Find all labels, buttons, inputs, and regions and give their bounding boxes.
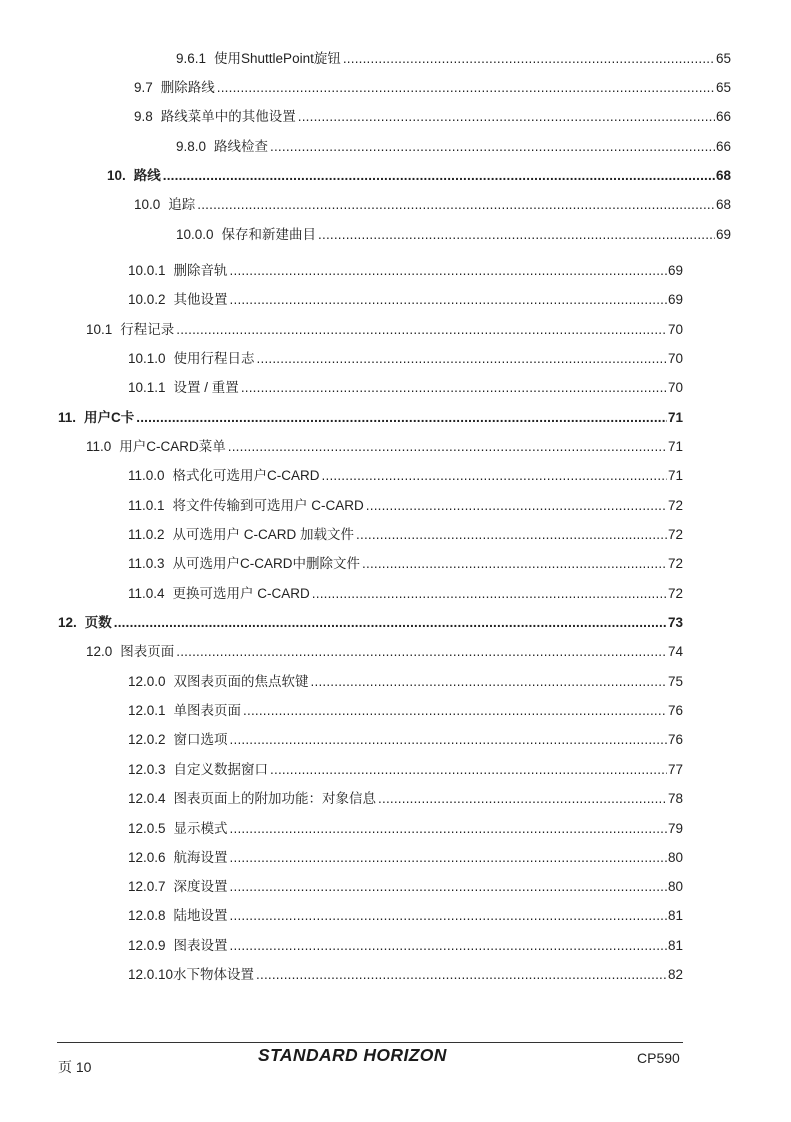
- toc-leader-dots: [230, 907, 667, 925]
- toc-entry[interactable]: [128, 702, 683, 720]
- toc-entry-number: 10.1.0: [128, 351, 166, 366]
- toc-entry-number: 12.0.9: [128, 938, 166, 953]
- toc-entry-title: 删除音轨: [173, 263, 228, 278]
- toc-leader-dots: [366, 497, 667, 515]
- toc-entry-page: 66: [715, 109, 731, 124]
- toc-entry-page: 71: [667, 439, 683, 454]
- toc-entry[interactable]: [128, 761, 683, 779]
- toc-leader-dots: [230, 849, 667, 867]
- toc-leader-dots: [362, 555, 667, 573]
- toc-entry-number: 10.: [107, 168, 126, 183]
- toc-leader-dots: [356, 526, 667, 544]
- toc-entry-title: 追踪: [168, 197, 196, 212]
- toc-leader-dots: [322, 467, 667, 485]
- toc-entry[interactable]: [176, 50, 731, 68]
- toc-entry-number: 12.: [58, 615, 77, 630]
- toc-entry-number: 12.0.10: [128, 967, 174, 982]
- footer-page-number: 页 10: [58, 1059, 92, 1075]
- toc-entry-title: 图表页面上的附加功能：对象信息: [173, 791, 377, 806]
- toc-leader-dots: [256, 966, 667, 984]
- toc-entry-title: 删除路线: [160, 80, 215, 95]
- toc-entry-page: 66: [715, 139, 731, 154]
- toc-entry-page: 70: [667, 322, 683, 337]
- toc-entry-number: 9.6.1: [176, 51, 207, 66]
- toc-entry-title: 设置 / 重置: [173, 380, 239, 395]
- toc-leader-dots: [114, 614, 667, 632]
- toc-entry-number: 11.0.2: [128, 527, 165, 542]
- toc-entry-page: 71: [667, 410, 683, 425]
- toc-leader-dots: [318, 226, 715, 244]
- toc-entry-page: 78: [667, 791, 683, 806]
- toc-leader-dots: [243, 702, 667, 720]
- toc-entry-number: 11.0.3: [128, 556, 165, 571]
- toc-entry-page: 74: [667, 644, 683, 659]
- toc-entry-number: 9.8.0: [176, 139, 207, 154]
- toc-entry[interactable]: [128, 291, 683, 309]
- toc-entry[interactable]: [128, 966, 683, 984]
- toc-leader-dots: [270, 761, 667, 779]
- toc-entry-page: 81: [667, 908, 683, 923]
- toc-leader-dots: [176, 643, 667, 661]
- toc-entry-title: 格式化可选用户C-CARD: [172, 468, 320, 483]
- toc-leader-dots: [163, 167, 715, 185]
- toc-entry-page: 76: [667, 703, 683, 718]
- toc-entry-number: 10.0.2: [128, 292, 166, 307]
- toc-leader-dots: [241, 379, 667, 397]
- toc-entry[interactable]: [128, 379, 683, 397]
- toc-entry-number: 11.0: [86, 439, 112, 454]
- toc-entry-title: 将文件传输到可选用户 C-CARD: [172, 498, 364, 513]
- toc-leader-dots: [343, 50, 715, 68]
- toc-leader-dots: [311, 673, 667, 691]
- toc-entry-title: 水下物体设置: [173, 967, 255, 982]
- toc-entry-title: 显示模式: [173, 821, 228, 836]
- toc-leader-dots: [176, 321, 667, 339]
- toc-leader-dots: [230, 820, 667, 838]
- toc-entry-page: 77: [667, 762, 683, 777]
- toc-entry-title: 从可选用户C-CARD中删除文件: [172, 556, 361, 571]
- toc-entry-title: 图表设置: [173, 938, 228, 953]
- toc-entry-number: 10.1.1: [128, 380, 166, 395]
- toc-leader-dots: [230, 291, 667, 309]
- toc-entry-title: 用户C卡: [84, 410, 135, 425]
- toc-entry[interactable]: [128, 731, 683, 749]
- toc-entry-page: 68: [715, 197, 731, 212]
- toc-chapter[interactable]: [58, 614, 683, 632]
- toc-entry-number: 12.0.4: [128, 791, 166, 806]
- toc-entry-number: 11.0.1: [128, 498, 165, 513]
- toc-entry-page: 79: [667, 821, 683, 836]
- toc-entry-page: 68: [715, 168, 731, 183]
- toc-entry-page: 73: [667, 615, 683, 630]
- toc-entry-title: 页数: [84, 615, 112, 630]
- toc-entry-number: 11.: [58, 410, 77, 425]
- toc-entry[interactable]: [86, 321, 683, 339]
- toc-entry-number: 12.0.8: [128, 908, 166, 923]
- toc-entry-page: 69: [715, 227, 731, 242]
- toc-entry[interactable]: [134, 196, 731, 214]
- toc-entry-title: 深度设置: [173, 879, 228, 894]
- toc-entry-title: 更换可选用户 C-CARD: [172, 586, 310, 601]
- toc-entry-number: 12.0.0: [128, 674, 166, 689]
- toc-entry-title: 自定义数据窗口: [173, 762, 269, 777]
- toc-entry-number: 9.8: [134, 109, 153, 124]
- toc-entry-page: 70: [667, 351, 683, 366]
- toc-entry-number: 10.0: [134, 197, 161, 212]
- toc-entry-title: 其他设置: [173, 292, 228, 307]
- toc-entry-title: 用户C-CARD菜单: [119, 439, 226, 454]
- toc-entry-number: 11.0.0: [128, 468, 165, 483]
- toc-entry[interactable]: [128, 585, 683, 603]
- toc-entry-page: 72: [667, 498, 683, 513]
- toc-entry[interactable]: [128, 790, 683, 808]
- toc-entry-number: 12.0.3: [128, 762, 166, 777]
- toc-entry-number: 12.0.1: [128, 703, 166, 718]
- toc-entry[interactable]: [176, 138, 731, 156]
- toc-entry[interactable]: [128, 497, 683, 515]
- toc-entry-page: 69: [667, 263, 683, 278]
- toc-entry-title: 航海设置: [173, 850, 228, 865]
- toc-leader-dots: [230, 731, 667, 749]
- toc-entry[interactable]: [86, 438, 683, 456]
- toc-leader-dots: [257, 350, 667, 368]
- toc-leader-dots: [312, 585, 667, 603]
- toc-leader-dots: [228, 438, 667, 456]
- toc-leader-dots: [230, 878, 667, 896]
- brand-logo: STANDARD HORIZON: [258, 1045, 447, 1065]
- toc-entry-page: 72: [667, 527, 683, 542]
- toc-chapter[interactable]: [107, 167, 731, 185]
- toc-entry[interactable]: [128, 937, 683, 955]
- toc-entry-title: 使用行程日志: [173, 351, 255, 366]
- toc-entry[interactable]: [128, 878, 683, 896]
- toc-leader-dots: [378, 790, 667, 808]
- toc-entry[interactable]: [134, 108, 731, 126]
- toc-entry-number: 12.0: [86, 644, 113, 659]
- toc-entry-number: 9.7: [134, 80, 153, 95]
- footer-divider: [57, 1042, 683, 1043]
- toc-entry[interactable]: [128, 526, 683, 544]
- toc-entry-title: 从可选用户 C-CARD 加载文件: [172, 527, 355, 542]
- toc-entry-title: 窗口选项: [173, 732, 228, 747]
- toc-entry[interactable]: [128, 262, 683, 280]
- toc-entry-page: 65: [715, 80, 731, 95]
- toc-entry-page: 81: [667, 938, 683, 953]
- toc-entry[interactable]: [128, 555, 683, 573]
- toc-entry-page: 72: [667, 556, 683, 571]
- toc-entry-page: 69: [667, 292, 683, 307]
- toc-entry[interactable]: [128, 849, 683, 867]
- toc-entry-title: 陆地设置: [173, 908, 228, 923]
- toc-entry[interactable]: [128, 350, 683, 368]
- toc-entry-page: 75: [667, 674, 683, 689]
- toc-leader-dots: [298, 108, 715, 126]
- toc-entry-title: 双图表页面的焦点软键: [173, 674, 309, 689]
- toc-entry[interactable]: [176, 226, 731, 244]
- toc-entry-number: 11.0.4: [128, 586, 165, 601]
- toc-entry-number: 10.1: [86, 322, 113, 337]
- toc-entry-page: 65: [715, 51, 731, 66]
- toc-entry-number: 12.0.5: [128, 821, 166, 836]
- toc-entry[interactable]: [128, 907, 683, 925]
- toc-entry-title: 路线菜单中的其他设置: [160, 109, 296, 124]
- toc-entry-page: 76: [667, 732, 683, 747]
- toc-entry[interactable]: [86, 643, 683, 661]
- toc-entry-title: 单图表页面: [173, 703, 242, 718]
- toc-entry-title: 路线: [133, 168, 161, 183]
- toc-entry[interactable]: [128, 820, 683, 838]
- toc-entry-title: 路线检查: [214, 139, 269, 154]
- toc-entry-page: 82: [667, 967, 683, 982]
- toc-chapter[interactable]: [58, 409, 683, 427]
- toc-entry-page: 70: [667, 380, 683, 395]
- toc-entry[interactable]: [134, 79, 731, 97]
- toc-entry-number: 12.0.7: [128, 879, 166, 894]
- toc-leader-dots: [230, 937, 667, 955]
- toc-entry[interactable]: [128, 673, 683, 691]
- toc-entry-number: 10.0.1: [128, 263, 166, 278]
- toc-leader-dots: [230, 262, 667, 280]
- toc-entry-page: 80: [667, 850, 683, 865]
- toc-leader-dots: [217, 79, 715, 97]
- toc-entry-page: 71: [667, 468, 683, 483]
- toc-entry-title: 行程记录: [120, 322, 175, 337]
- toc-leader-dots: [136, 409, 667, 427]
- toc-entry-title: 图表页面: [120, 644, 175, 659]
- toc-entry-number: 12.0.6: [128, 850, 166, 865]
- toc-entry-page: 80: [667, 879, 683, 894]
- toc-leader-dots: [197, 196, 715, 214]
- footer-model-name: CP590: [637, 1050, 680, 1066]
- toc-entry[interactable]: [128, 467, 683, 485]
- toc-entry-number: 12.0.2: [128, 732, 166, 747]
- toc-leader-dots: [270, 138, 715, 156]
- toc-entry-title: 保存和新建曲目: [221, 227, 317, 242]
- toc-entry-title: 使用ShuttlePoint旋钮: [214, 51, 341, 66]
- toc-entry-number: 10.0.0: [176, 227, 214, 242]
- toc-entry-page: 72: [667, 586, 683, 601]
